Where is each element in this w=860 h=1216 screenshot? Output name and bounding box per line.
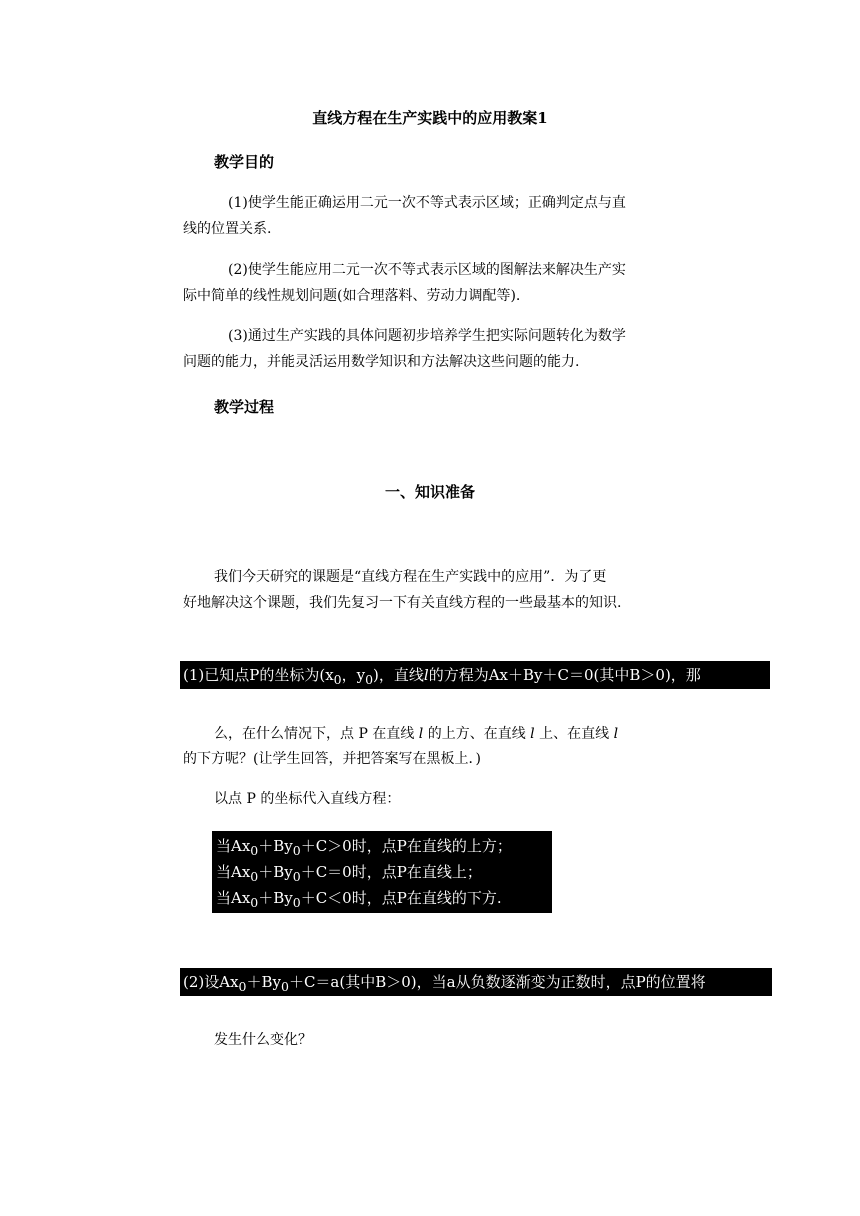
q1-cont-text-b: 的上方、在直线 bbox=[423, 726, 531, 742]
question-2-text: (2)设Ax bbox=[183, 973, 239, 991]
question-1-text-4: 的方程为Ax＋By＋C＝0(其中B＞0)，那 bbox=[428, 666, 701, 684]
subscript-y0: 0 bbox=[281, 979, 289, 994]
answer-text: ＋By bbox=[258, 863, 293, 881]
subscript: 0 bbox=[250, 869, 259, 884]
objective-3-line-1: (3)通过生产实践的具体问题初步培养学生把实际问题转化为数学 bbox=[228, 328, 626, 344]
q1-cont-text-c: 上、在直线 bbox=[534, 726, 614, 742]
subscript: 0 bbox=[250, 843, 259, 858]
objective-2-line-2: 际中简单的线性规划问题(如合理落料、劳动力调配等). bbox=[183, 288, 521, 304]
line-l-symbol: l bbox=[418, 726, 424, 742]
subscript-x0: 0 bbox=[238, 979, 247, 994]
objectives-heading: 教学目的 bbox=[214, 153, 275, 171]
question-1-text-3: )，直线 bbox=[373, 666, 424, 684]
question-2-bar bbox=[180, 968, 772, 996]
question-2-text-2: ＋By bbox=[246, 973, 281, 991]
q1-cont-text-a: 么，在什么情况下，点 P 在直线 bbox=[214, 726, 419, 742]
question-2-text-3: ＋C＝a(其中B＞0)，当a从负数逐渐变为正数时，点P的位置将 bbox=[288, 973, 706, 991]
objective-2-line-1: (2)使学生能应用二元一次不等式表示区域的图解法来解决生产实 bbox=[228, 262, 626, 278]
answer-box bbox=[212, 831, 552, 913]
answer-text: ＋By bbox=[258, 837, 293, 855]
answer-text: 当Ax bbox=[216, 863, 251, 881]
subscript-y0: 0 bbox=[365, 672, 374, 687]
document-title: 直线方程在生产实践中的应用教案1 bbox=[312, 109, 548, 127]
answer-text: 当Ax bbox=[216, 889, 251, 907]
answer-line-below bbox=[216, 885, 552, 911]
line-l-symbol: l bbox=[530, 726, 535, 742]
objective-1-line-2: 线的位置关系. bbox=[183, 221, 272, 237]
intro-line-2: 好地解决这个课题，我们先复习一下有关直线方程的一些最基本的知识. bbox=[183, 595, 622, 611]
answer-text: ＋C＜0时，点P在直线的下方. bbox=[300, 889, 502, 907]
answer-line-on bbox=[216, 859, 552, 885]
section-1-heading: 一、知识准备 bbox=[384, 483, 475, 501]
line-l-symbol: l bbox=[613, 726, 619, 742]
question-1-cont-line-2: 的下方呢？(让学生回答，并把答案写在黑板上．) bbox=[183, 751, 481, 767]
question-1-text: (1)已知点P的坐标为(x bbox=[183, 666, 334, 684]
answer-text: ＋C＝0时，点P在直线上； bbox=[300, 863, 482, 881]
subscript: 0 bbox=[292, 843, 301, 858]
answer-text: 当Ax bbox=[216, 837, 251, 855]
question-1-cont-line-1 bbox=[214, 721, 618, 747]
question-2-cont: 发生什么变化？ bbox=[214, 1032, 312, 1048]
intro-line-1: 我们今天研究的课题是“直线方程在生产实践中的应用”．为了更 bbox=[214, 569, 607, 585]
process-heading: 教学过程 bbox=[214, 398, 275, 416]
answer-text: ＋By bbox=[258, 889, 293, 907]
answer-text: ＋C＞0时，点P在直线的上方； bbox=[300, 837, 512, 855]
subscript: 0 bbox=[292, 895, 301, 910]
substitute-text: 以点 P 的坐标代入直线方程： bbox=[214, 791, 401, 807]
answer-line-above bbox=[216, 833, 552, 859]
question-1-text-2: ，y bbox=[341, 666, 366, 684]
objective-3-line-2: 问题的能力，并能灵活运用数学知识和方法解决这些问题的能力. bbox=[183, 354, 580, 370]
line-l-symbol: l bbox=[423, 666, 429, 684]
objective-1-line-1: (1)使学生能正确运用二元一次不等式表示区域；正确判定点与直 bbox=[228, 195, 626, 211]
subscript-x0: 0 bbox=[333, 672, 342, 687]
subscript: 0 bbox=[250, 895, 259, 910]
subscript: 0 bbox=[292, 869, 301, 884]
question-1-bar bbox=[180, 661, 770, 689]
